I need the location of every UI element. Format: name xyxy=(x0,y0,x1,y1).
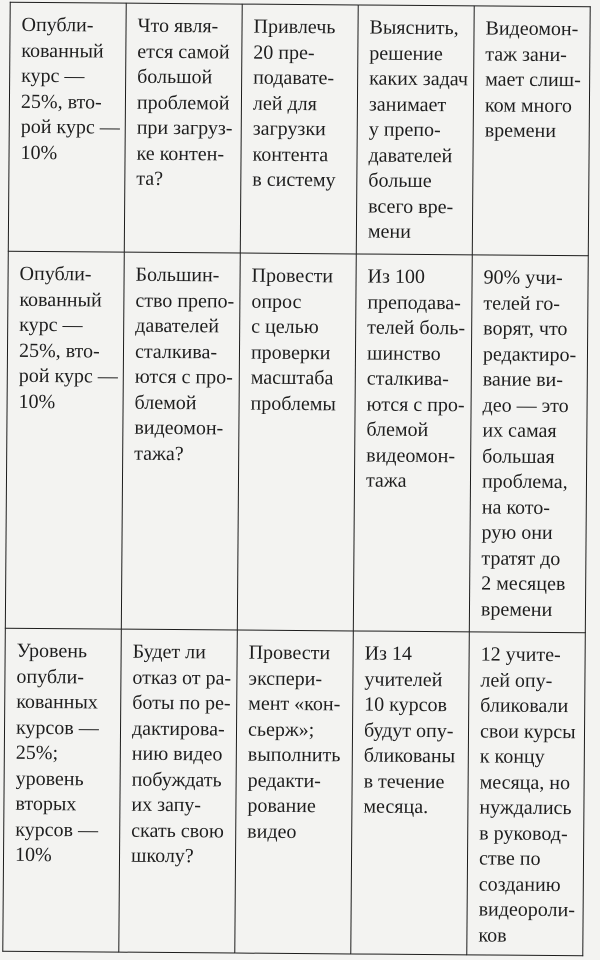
table-cell: Провести опрос с целью проверки масштаба проблемы xyxy=(237,253,356,631)
table-cell: Видеомон- таж зани- мает слиш- ком много времени xyxy=(472,6,590,256)
table-cell: Привлечь 20 пре- подавате- лей для загрузки контента в систему xyxy=(240,4,358,254)
table-cell: 12 учите- лей опу- бликовали свои курсы к концу месяца, но нуждались в руковод- стве по созданию видеороли- ков xyxy=(467,632,586,956)
table-cell: Опубли- кованный курс — 25%, вто- рой курс — 10% xyxy=(5,251,124,629)
table-cell: Выяснить, решение каких задач занимает у препо- давателей больше всего вре- мени xyxy=(356,5,474,255)
table-cell: Большин- ство препо- давателей сталкива- ются с про- блемой видеомон- тажа? xyxy=(121,252,240,630)
table-row xyxy=(3,628,586,956)
hypothesis-table xyxy=(2,2,590,957)
scanned-page xyxy=(0,4,600,960)
table-cell: Провести экспери- мент «кон- сьерж»; выполнить редакти- рование видео xyxy=(235,630,354,954)
table-cell: 90% учи- телей го- ворят, что редактиро- вание ви- део — это их самая большая проблема, на кото- рую они тратят до 2 месяцев времени xyxy=(469,255,588,633)
table-cell: Опубли- кованный курс — 25%, вто- рой курс — 10% xyxy=(8,2,126,252)
table-cell: Будет ли отказ от ра- боты по ре- дактирова- нию видео побуждать их запу- скать свою школу? xyxy=(119,629,238,953)
table-cell: Уровень опубли- кованных курсов — 25%; уровень вторых курсов — 10% xyxy=(3,628,122,952)
table-cell: Из 100 преподава- телей боль- шинство сталкива- ются с про- блемой видеомон- тажа xyxy=(353,254,472,632)
table-row xyxy=(8,2,590,256)
table-cell: Что явля- ется самой большой проблемой при загруз- ке контен- та? xyxy=(124,3,242,253)
table-cell: Из 14 учителей 10 курсов будут опу- бликованы в течение месяца. xyxy=(351,631,470,955)
table-row xyxy=(5,251,588,633)
